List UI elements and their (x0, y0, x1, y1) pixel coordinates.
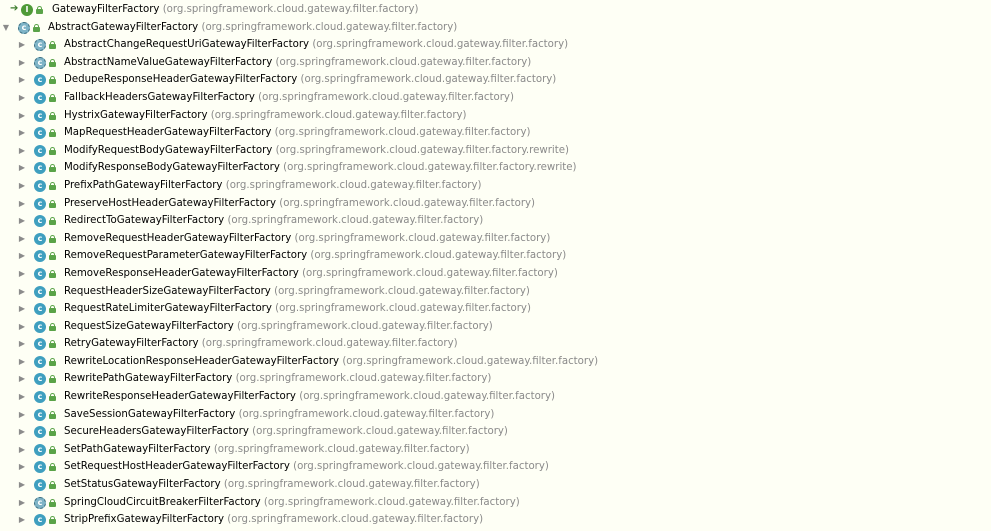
class-icon: c (34, 286, 46, 298)
collapse-arrow-icon[interactable]: ▶ (18, 304, 26, 314)
package-label: (org.springframework.cloud.gateway.filter.factory) (210, 109, 467, 121)
public-lock-icon (49, 76, 56, 84)
package-label: (org.springframework.cloud.gateway.filter.factory) (310, 250, 567, 262)
class-icon: c (34, 268, 46, 280)
tree-node-label (64, 511, 483, 529)
tree-row-child[interactable] (0, 212, 991, 230)
class-name: SetRequestHostHeaderGatewayFilterFactory (64, 461, 290, 473)
collapse-arrow-icon[interactable]: ▶ (18, 40, 26, 50)
package-label: (org.springframework.cloud.gateway.filter.factory) (213, 443, 470, 455)
class-icon: c (34, 74, 46, 86)
interface-icon: I (21, 4, 33, 16)
public-lock-icon (49, 288, 56, 296)
class-icon: c (34, 461, 46, 473)
collapse-arrow-icon[interactable]: ▶ (18, 444, 26, 454)
tree-node-label (64, 71, 556, 89)
public-lock-icon (49, 41, 56, 49)
class-icon: c (34, 162, 46, 174)
tree-row-child[interactable] (0, 124, 991, 142)
tree-node-label (64, 318, 493, 336)
class-icon: c (34, 391, 46, 403)
class-name: DedupeResponseHeaderGatewayFilterFactory (64, 74, 298, 86)
package-label: (org.springframework.cloud.gateway.filter.factory) (275, 303, 531, 315)
class-name: RequestHeaderSizeGatewayFilterFactory (64, 285, 271, 297)
package-label: (org.springframework.cloud.gateway.filter.factory) (225, 179, 482, 191)
collapse-arrow-icon[interactable]: ▶ (18, 480, 26, 490)
package-label: (org.springframework.cloud.gateway.filter.factory) (258, 91, 514, 103)
tree-row-child[interactable] (0, 353, 991, 371)
tree-row-child[interactable] (0, 283, 991, 301)
package-label: (org.springframework.cloud.gateway.filter.factory) (238, 408, 495, 420)
tree-node-label (64, 54, 531, 72)
package-label: (org.springframework.cloud.gateway.filter.factory) (294, 232, 551, 244)
tree-node-label (64, 406, 494, 424)
collapse-arrow-icon[interactable]: ▶ (18, 462, 26, 472)
abstract-class-icon: c (18, 22, 30, 34)
public-lock-icon (49, 463, 56, 471)
tree-row-child[interactable] (0, 511, 991, 529)
class-name: RetryGatewayFilterFactory (64, 338, 199, 350)
tree-node-label (64, 335, 458, 353)
class-icon: c (34, 514, 46, 526)
tree-row-child[interactable] (0, 458, 991, 476)
public-lock-icon (33, 24, 40, 32)
tree-row-child[interactable] (0, 142, 991, 160)
abstract-class-icon: c (34, 497, 46, 509)
package-label: (org.springframework.cloud.gateway.filter.factory) (263, 496, 520, 508)
tree-node-label (64, 476, 480, 494)
public-lock-icon (49, 112, 56, 120)
tree-row-child[interactable] (0, 406, 991, 424)
collapse-arrow-icon[interactable]: ▶ (18, 339, 26, 349)
tree-node-label (64, 300, 531, 318)
tree-node-label (64, 441, 470, 459)
collapse-arrow-icon[interactable]: ▶ (18, 392, 26, 402)
public-lock-icon (49, 499, 56, 507)
public-lock-icon (49, 182, 56, 190)
package-label: (org.springframework.cloud.gateway.filter.factory) (201, 338, 458, 350)
tree-node-label (64, 159, 577, 177)
collapse-arrow-icon[interactable]: ▶ (18, 216, 26, 226)
public-lock-icon (49, 305, 56, 313)
tree-row-child[interactable] (0, 476, 991, 494)
class-name: ModifyRequestBodyGatewayFilterFactory (64, 144, 273, 156)
tree-row-child[interactable] (0, 318, 991, 336)
package-label: (org.springframework.cloud.gateway.filter.factory) (227, 215, 484, 227)
class-icon: c (34, 373, 46, 385)
public-lock-icon (49, 323, 56, 331)
collapse-arrow-icon[interactable]: ▶ (18, 427, 26, 437)
collapse-arrow-icon[interactable]: ▶ (18, 92, 26, 102)
class-name: SetPathGatewayFilterFactory (64, 443, 211, 455)
package-label: (org.springframework.cloud.gateway.filter.factory) (162, 4, 419, 15)
type-hierarchy-tree (0, 1, 991, 529)
class-name: PrefixPathGatewayFilterFactory (64, 179, 223, 191)
collapse-arrow-icon[interactable]: ▶ (18, 128, 26, 138)
tree-node-label: GatewayFilterFactory (org.springframework.cloud.gateway.filter.factory) (52, 4, 419, 15)
package-label: (org.springframework.cloud.gateway.filter.factory) (252, 426, 508, 438)
public-lock-icon (36, 6, 43, 14)
tree-row-child[interactable] (0, 230, 991, 248)
public-lock-icon (49, 428, 56, 436)
tree-row-root[interactable] (0, 1, 991, 19)
class-icon: c (34, 479, 46, 491)
tree-node-label (64, 107, 467, 125)
tree-row-child[interactable] (0, 107, 991, 125)
abstract-class-icon: c (34, 39, 46, 51)
class-icon: c (34, 426, 46, 438)
collapse-arrow-icon[interactable]: ▶ (18, 198, 26, 208)
public-lock-icon (49, 164, 56, 172)
collapse-arrow-icon[interactable]: ▶ (18, 251, 26, 261)
public-lock-icon (49, 340, 56, 348)
package-label: (org.springframework.cloud.gateway.filter.factory) (274, 285, 530, 297)
package-label: (org.springframework.cloud.gateway.filter.factory.rewrite) (283, 162, 577, 174)
tree-node-label (64, 195, 535, 213)
tree-node-label (64, 230, 550, 248)
expand-arrow-icon[interactable]: ▼ (2, 22, 10, 32)
class-icon: c (34, 198, 46, 210)
tree-row-child[interactable] (0, 388, 991, 406)
class-name: RewriteResponseHeaderGatewayFilterFactory (64, 391, 296, 403)
tree-row-child[interactable] (0, 71, 991, 89)
tree-node-label (64, 283, 530, 301)
package-label: (org.springframework.cloud.gateway.filter.factory) (302, 267, 558, 279)
abstract-class-icon: c (34, 57, 46, 69)
tree-node-label (64, 124, 530, 142)
class-name: RemoveRequestParameterGatewayFilterFactory (64, 250, 308, 262)
class-icon: c (34, 356, 46, 368)
class-icon: c (34, 409, 46, 421)
package-label: (org.springframework.cloud.gateway.filter.factory) (237, 320, 493, 332)
tree-row-child[interactable] (0, 36, 991, 54)
tree-row-child[interactable] (0, 159, 991, 177)
collapse-arrow-icon[interactable]: ▶ (18, 110, 26, 120)
public-lock-icon (49, 200, 56, 208)
collapse-arrow-icon[interactable]: ▶ (18, 409, 26, 419)
collapse-arrow-icon[interactable]: ▶ (18, 374, 26, 384)
public-lock-icon (49, 411, 56, 419)
collapse-arrow-icon[interactable]: ▶ (18, 163, 26, 173)
tree-node-label (64, 89, 514, 107)
collapse-arrow-icon[interactable]: ▶ (18, 233, 26, 243)
collapse-arrow-icon[interactable]: ▶ (18, 497, 26, 507)
tree-node-label (64, 423, 508, 441)
class-name: SecureHeadersGatewayFilterFactory (64, 426, 249, 438)
package-label: (org.springframework.cloud.gateway.filter.factory) (312, 39, 569, 51)
tree-row-child[interactable] (0, 494, 991, 512)
class-name: RemoveRequestHeaderGatewayFilterFactory (64, 232, 292, 244)
public-lock-icon (49, 516, 56, 524)
tree-node-label (64, 458, 549, 476)
class-icon: c (34, 250, 46, 262)
class-icon: c (34, 338, 46, 350)
public-lock-icon (49, 59, 56, 67)
class-name: RemoveResponseHeaderGatewayFilterFactory (64, 267, 299, 279)
package-label: (org.springframework.cloud.gateway.filter.factory) (299, 391, 555, 403)
collapse-arrow-icon[interactable]: ▶ (18, 57, 26, 67)
tree-node-label (64, 142, 569, 160)
collapse-arrow-icon[interactable]: ▶ (18, 268, 26, 278)
implements-arrow-icon: ➔ (10, 3, 19, 14)
package-label: (org.springframework.cloud.gateway.filter.factory) (235, 373, 492, 385)
class-name: HystrixGatewayFilterFactory (64, 109, 208, 121)
public-lock-icon (49, 147, 56, 155)
collapse-arrow-icon[interactable]: ▶ (18, 145, 26, 155)
tree-row-child[interactable] (0, 247, 991, 265)
collapse-arrow-icon[interactable]: ▶ (18, 180, 26, 190)
tree-row-abstract-gateway-filter-factory[interactable] (0, 19, 991, 37)
collapse-arrow-icon[interactable]: ▶ (18, 515, 26, 525)
public-lock-icon (49, 481, 56, 489)
tree-node-label (64, 370, 491, 388)
public-lock-icon (49, 129, 56, 137)
children-list (0, 36, 991, 529)
public-lock-icon (49, 270, 56, 278)
class-icon: c (34, 444, 46, 456)
tree-row-child[interactable] (0, 265, 991, 283)
package-label: (org.springframework.cloud.gateway.filter.factory) (293, 461, 549, 473)
tree-node-label: AbstractGatewayFilterFactory (org.springframework.cloud.gateway.filter.factory) (48, 21, 458, 33)
public-lock-icon (49, 446, 56, 454)
tree-row-child[interactable] (0, 370, 991, 388)
tree-node-label (64, 265, 558, 283)
class-name: RequestRateLimiterGatewayFilterFactory (64, 303, 272, 315)
tree-row-child[interactable] (0, 195, 991, 213)
collapse-arrow-icon[interactable]: ▶ (18, 321, 26, 331)
package-label: (org.springframework.cloud.gateway.filter.factory) (223, 479, 480, 491)
collapse-arrow-icon[interactable]: ▶ (18, 356, 26, 366)
class-name: SpringCloudCircuitBreakerFilterFactory (64, 496, 261, 508)
class-icon: c (34, 215, 46, 227)
class-name: StripPrefixGatewayFilterFactory (64, 514, 225, 526)
public-lock-icon (49, 358, 56, 366)
package-label: (org.springframework.cloud.gateway.filter.factory) (275, 56, 532, 68)
tree-row-child[interactable] (0, 54, 991, 72)
public-lock-icon (49, 94, 56, 102)
package-label: (org.springframework.cloud.gateway.filter.factory.rewrite) (275, 144, 569, 156)
tree-row-child[interactable] (0, 423, 991, 441)
tree-node-label (64, 212, 483, 230)
class-icon: c (34, 233, 46, 245)
class-icon: c (34, 303, 46, 315)
class-name: PreserveHostHeaderGatewayFilterFactory (64, 197, 276, 209)
class-name: SaveSessionGatewayFilterFactory (64, 408, 236, 420)
public-lock-icon (49, 235, 56, 243)
class-icon: c (34, 145, 46, 157)
tree-row-child[interactable] (0, 300, 991, 318)
class-name: SetStatusGatewayFilterFactory (64, 479, 221, 491)
class-name: AbstractChangeRequestUriGatewayFilterFactory (64, 39, 310, 51)
collapse-arrow-icon[interactable]: ▶ (18, 75, 26, 85)
package-label: (org.springframework.cloud.gateway.filter.factory) (227, 514, 484, 526)
class-name: FallbackHeadersGatewayFilterFactory (64, 91, 255, 103)
class-icon: c (34, 321, 46, 333)
class-name: AbstractNameValueGatewayFilterFactory (64, 56, 273, 68)
package-label: (org.springframework.cloud.gateway.filter.factory) (201, 21, 458, 33)
public-lock-icon (49, 217, 56, 225)
class-name: RewritePathGatewayFilterFactory (64, 373, 233, 385)
tree-node-label (64, 353, 598, 371)
tree-row-child[interactable] (0, 441, 991, 459)
class-icon: c (34, 180, 46, 192)
public-lock-icon (49, 252, 56, 260)
tree-row-child[interactable] (0, 335, 991, 353)
public-lock-icon (49, 393, 56, 401)
class-name: RewriteLocationResponseHeaderGatewayFilterFactory (64, 355, 340, 367)
tree-node-label (64, 247, 566, 265)
tree-row-child[interactable] (0, 177, 991, 195)
package-label: (org.springframework.cloud.gateway.filter.factory) (300, 74, 557, 86)
class-icon: c (34, 110, 46, 122)
public-lock-icon (49, 375, 56, 383)
class-name: MapRequestHeaderGatewayFilterFactory (64, 127, 272, 139)
tree-node-label (64, 177, 482, 195)
collapse-arrow-icon[interactable]: ▶ (18, 286, 26, 296)
class-name: RedirectToGatewayFilterFactory (64, 215, 225, 227)
tree-node-label (64, 388, 555, 406)
class-name: ModifyResponseBodyGatewayFilterFactory (64, 162, 280, 174)
class-name: RequestSizeGatewayFilterFactory (64, 320, 234, 332)
tree-node-label (64, 36, 568, 54)
package-label: (org.springframework.cloud.gateway.filter.factory) (279, 197, 536, 209)
tree-node-label (64, 494, 520, 512)
package-label: (org.springframework.cloud.gateway.filter.factory) (274, 127, 531, 139)
class-icon: c (34, 127, 46, 139)
tree-row-child[interactable] (0, 89, 991, 107)
package-label: (org.springframework.cloud.gateway.filter.factory) (342, 355, 599, 367)
class-icon: c (34, 92, 46, 104)
